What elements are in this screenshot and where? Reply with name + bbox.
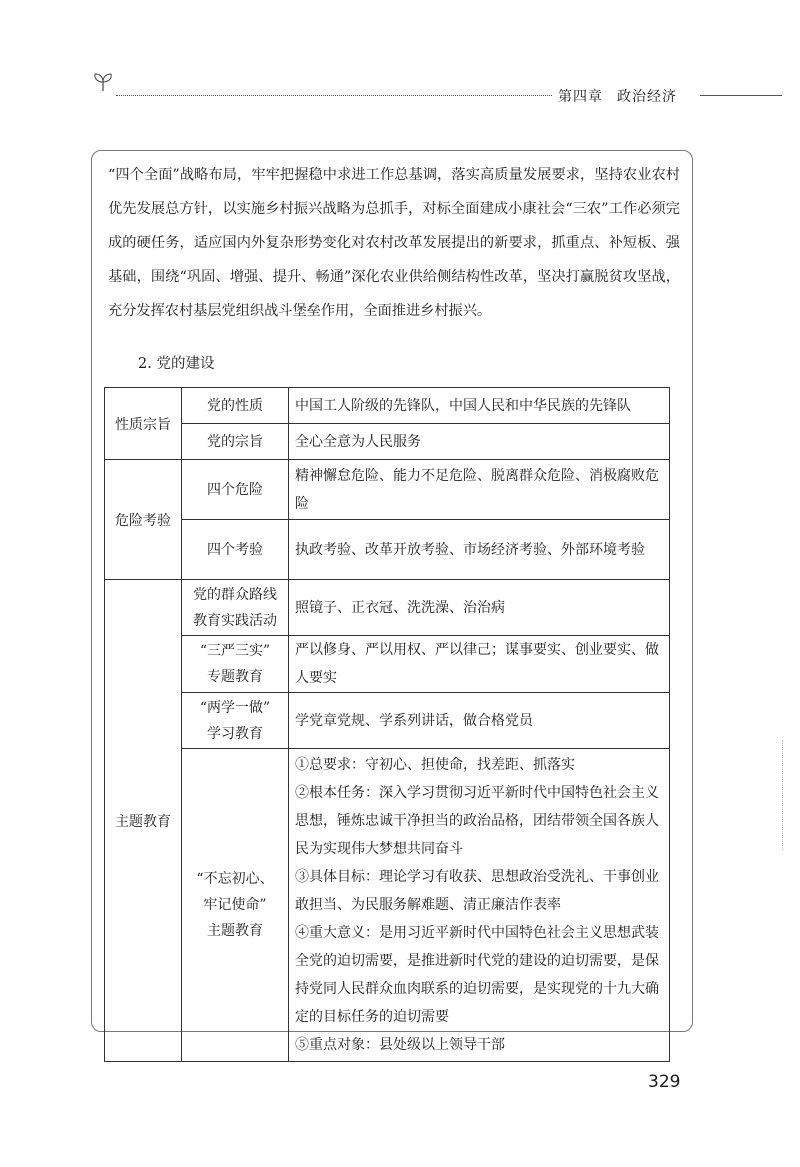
subcategory-cell	[182, 636, 289, 693]
subcategory-line: 牢记使命”	[203, 897, 267, 913]
subcategory-cell	[182, 693, 289, 749]
list-item: ①总要求：守初心、担使命，找差距、抓落实	[295, 757, 575, 773]
table-row	[105, 636, 670, 693]
table-row	[105, 693, 670, 749]
content-cell: 严以修身、严以用权、严以律己；谋事要实、创业要实、做人要实	[289, 636, 670, 693]
header-rule-right	[700, 95, 782, 96]
table-row	[105, 580, 670, 636]
running-header	[558, 86, 691, 106]
subcategory-line: 教育实践活动	[193, 612, 277, 629]
list-item: ③具体目标：理论学习有收获、思想政治受洗礼、干事创业敢担当、为民服务解难题、清正廉洁作表率	[295, 869, 659, 913]
table-row	[105, 520, 670, 580]
content-cell: 中国工人阶级的先锋队，中国人民和中华民族的先锋队	[289, 388, 670, 424]
subcategory-cell	[182, 749, 289, 1062]
chapter-title: 政治经济	[617, 89, 677, 105]
subcategory-line: 主题教育	[207, 923, 263, 939]
content-cell: 精神懈怠危险、能力不足危险、脱离群众危险、消极腐败危险	[289, 460, 670, 520]
chapter-number: 第四章	[558, 89, 603, 105]
list-item: ②根本任务：深入学习贯彻习近平新时代中国特色社会主义思想，锤炼忠诚干净担当的政治品格，团结带领全国各族人民为实现伟大梦想共同奋斗	[295, 785, 659, 857]
subcategory-line: “不忘初心、	[196, 871, 274, 887]
list-item: ④重大意义：是用习近平新时代中国特色社会主义思想武装全党的迫切需要，是推进新时代党的建设的迫切需要，是保持党同人民群众血肉联系的迫切需要，是实现党的十九大确定的目标任务的迫切需要	[295, 925, 659, 1025]
content-cell: 执政考验、改革开放考验、市场经济考验、外部环境考验	[289, 520, 670, 580]
header-rule-left	[116, 95, 552, 96]
content-cell: 学党章党规、学系列讲话，做合格党员	[289, 693, 670, 749]
table-row	[105, 749, 670, 1062]
page-number: 329	[648, 1072, 681, 1092]
content-cell: 照镜子、正衣冠、洗洗澡、治治病	[289, 580, 670, 636]
content-cell: 全心全意为人民服务	[289, 424, 670, 460]
category-cell: 主题教育	[105, 580, 182, 1062]
scan-margin-mark	[782, 740, 784, 850]
party-building-table	[104, 387, 670, 1062]
subcategory-line: 学习教育	[207, 725, 263, 742]
sprout-icon	[92, 72, 114, 92]
subcategory-cell	[182, 580, 289, 636]
subcategory-cell: 四个危险	[182, 460, 289, 520]
subcategory-line: “两学一做”	[199, 699, 271, 716]
section-title: 2. 党的建设	[138, 356, 215, 372]
subcategory-cell: 党的宗旨	[182, 424, 289, 460]
subcategory-cell: 党的性质	[182, 388, 289, 424]
table-row	[105, 424, 670, 460]
category-cell: 危险考验	[105, 460, 182, 580]
list-item: ⑤重点对象：县处级以上领导干部	[295, 1037, 505, 1053]
subcategory-line: “三严三实”	[199, 643, 271, 659]
table-row	[105, 460, 670, 520]
subcategory-line: 党的群众路线	[193, 586, 277, 603]
body-paragraph: “四个全面”战略布局，牢牢把握稳中求进工作总基调，落实高质量发展要求，坚持农业农村优先发展总方针，以实施乡村振兴战略为总抓手，对标全面建成小康社会“三农”工作必须完成的硬任务，适应国内外复杂形势变化对农村改革发展提出的新要求，抓重点、补短板、强基础，围绕“巩固、增强、提升、畅通”深化农业供给侧结构性改革，坚决打赢脱贫攻坚战，充分发挥农村基层党组织战斗堡垒作用，全面推进乡村振兴。	[108, 167, 680, 319]
subcategory-cell: 四个考验	[182, 520, 289, 580]
content-cell	[289, 749, 670, 1062]
subcategory-line: 专题教育	[207, 669, 263, 685]
table-row	[105, 388, 670, 424]
category-cell: 性质宗旨	[105, 388, 182, 460]
